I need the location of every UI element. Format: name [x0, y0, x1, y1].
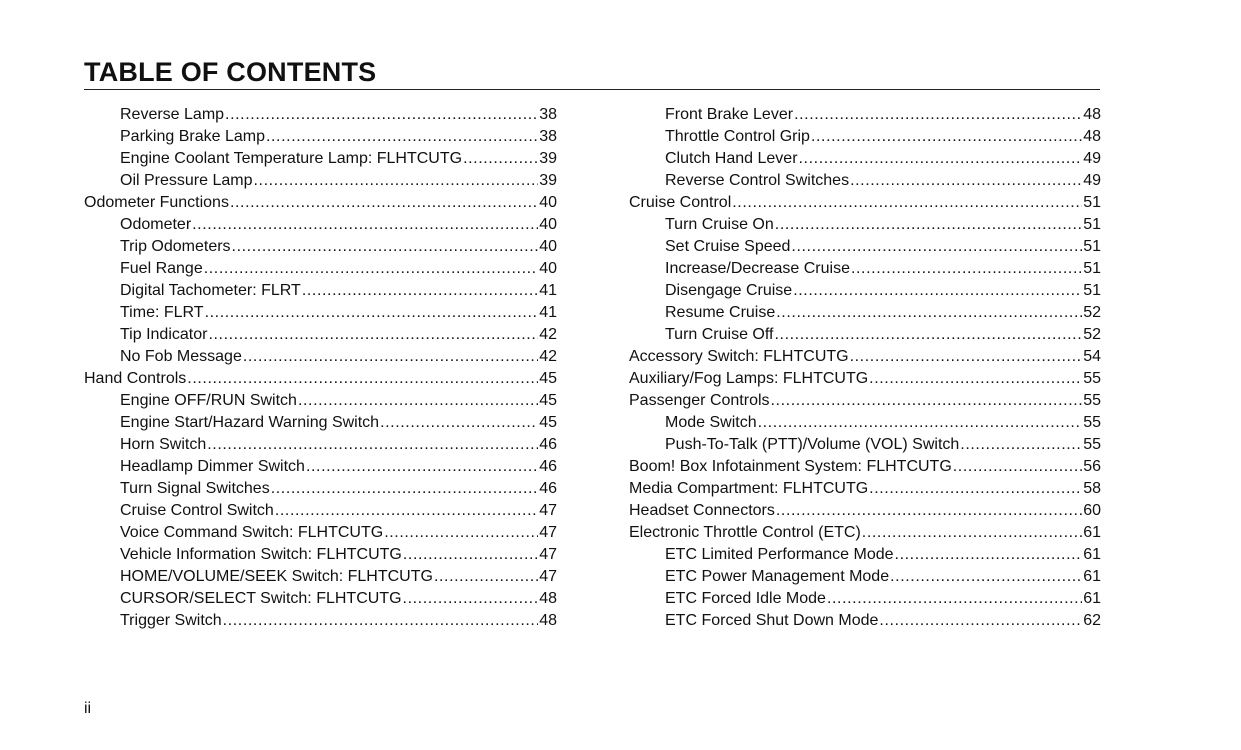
toc-entry[interactable]: [84, 258, 557, 280]
toc-entry[interactable]: [629, 500, 1101, 522]
toc-entry-page: 48: [539, 612, 557, 629]
toc-entry-label: Throttle Control Grip: [665, 128, 810, 145]
toc-entry-page: 51: [1083, 194, 1101, 211]
toc-entry-label: Headset Connectors: [629, 502, 775, 519]
toc-entry-page: 46: [539, 436, 557, 453]
toc-entry-page: 39: [539, 150, 557, 167]
toc-entry[interactable]: [629, 280, 1101, 302]
toc-entry-label: Disengage Cruise: [665, 282, 793, 299]
toc-entry-label: Tip Indicator: [120, 326, 208, 343]
dot-leader: [275, 500, 538, 522]
dot-leader: [953, 456, 1082, 478]
toc-entry[interactable]: [84, 302, 557, 324]
toc-entry-label: Turn Cruise Off: [665, 326, 774, 343]
toc-entry-page: 42: [539, 348, 557, 365]
toc-entry-label: Horn Switch: [120, 436, 207, 453]
toc-entry-page: 46: [539, 458, 557, 475]
toc-entry-label: Odometer Functions: [84, 194, 229, 211]
dot-leader: [434, 566, 538, 588]
dot-leader: [895, 544, 1083, 566]
dot-leader: [403, 588, 539, 610]
page-title: TABLE OF CONTENTS: [84, 57, 377, 87]
toc-entry[interactable]: [629, 148, 1101, 170]
toc-entry-label: Fuel Range: [120, 260, 203, 277]
toc-entry-page: 45: [539, 370, 557, 387]
toc-entry[interactable]: [84, 566, 557, 588]
dot-leader: [827, 588, 1082, 610]
toc-entry-label: Time: FLRT: [120, 304, 204, 321]
dot-leader: [869, 368, 1082, 390]
toc-entry-page: 38: [539, 128, 557, 145]
dot-leader: [463, 148, 538, 170]
toc-entry[interactable]: [84, 214, 557, 236]
toc-entry-label: Push-To-Talk (PTT)/Volume (VOL) Switch: [665, 436, 960, 453]
dot-leader: [380, 412, 538, 434]
dot-leader: [187, 368, 538, 390]
toc-entry-label: Vehicle Information Switch: FLHTCUTG: [120, 546, 402, 563]
toc-entry[interactable]: [84, 346, 557, 368]
toc-entry-label: Electronic Throttle Control (ETC): [629, 524, 861, 541]
toc-entry-label: Reverse Control Switches: [665, 172, 850, 189]
dot-leader: [207, 434, 538, 456]
toc-entry-page: 40: [539, 194, 557, 211]
dot-leader: [850, 170, 1082, 192]
toc-left-column: [84, 104, 557, 632]
toc-entry-page: 55: [1083, 414, 1101, 431]
toc-entry-label: Engine OFF/RUN Switch: [120, 392, 297, 409]
page-number: ii: [84, 700, 92, 717]
toc-entry-page: 61: [1083, 546, 1101, 563]
toc-entry[interactable]: [629, 456, 1101, 478]
toc-entry-page: 48: [1083, 128, 1101, 145]
toc-entry[interactable]: [84, 478, 557, 500]
toc-entry-page: 52: [1083, 326, 1101, 343]
toc-entry-label: Media Compartment: FLHTCUTG: [629, 480, 869, 497]
toc-entry[interactable]: [629, 324, 1101, 346]
dot-leader: [758, 412, 1083, 434]
toc-entry[interactable]: [629, 214, 1101, 236]
toc-entry[interactable]: [629, 126, 1101, 148]
toc-entry-label: Odometer: [120, 216, 192, 233]
toc-entry-label: Voice Command Switch: FLHTCUTG: [120, 524, 384, 541]
toc-entry-label: Clutch Hand Lever: [665, 150, 798, 167]
toc-entry-page: 56: [1083, 458, 1101, 475]
toc-entry-page: 41: [539, 304, 557, 321]
toc-entry-label: Front Brake Lever: [665, 106, 794, 123]
toc-entry-page: 51: [1083, 260, 1101, 277]
dot-leader: [403, 544, 538, 566]
toc-entry[interactable]: [629, 566, 1101, 588]
toc-entry[interactable]: [629, 588, 1101, 610]
dot-leader: [851, 258, 1082, 280]
toc-entry-page: 47: [539, 568, 557, 585]
toc-entry-label: No Fob Message: [120, 348, 242, 365]
dot-leader: [243, 346, 538, 368]
dot-leader: [192, 214, 538, 236]
title-divider: [84, 89, 1100, 90]
dot-leader: [811, 126, 1082, 148]
dot-leader: [776, 500, 1082, 522]
dot-leader: [774, 324, 1082, 346]
toc-entry-page: 47: [539, 546, 557, 563]
dot-leader: [271, 478, 539, 500]
toc-entry[interactable]: [629, 544, 1101, 566]
dot-leader: [791, 236, 1082, 258]
dot-leader: [850, 346, 1083, 368]
toc-entry-page: 51: [1083, 238, 1101, 255]
toc-entry-label: Trip Odometers: [120, 238, 231, 255]
toc-entry[interactable]: [629, 302, 1101, 324]
toc-entry[interactable]: [84, 588, 557, 610]
dot-leader: [230, 192, 538, 214]
dot-leader: [732, 192, 1082, 214]
toc-entry-label: Trigger Switch: [120, 612, 222, 629]
toc-entry-page: 45: [539, 414, 557, 431]
toc-entry[interactable]: [84, 500, 557, 522]
dot-leader: [960, 434, 1082, 456]
toc-entry-page: 47: [539, 524, 557, 541]
toc-entry-page: 61: [1083, 590, 1101, 607]
toc-entry-label: Reverse Lamp: [120, 106, 225, 123]
toc-entry-label: Accessory Switch: FLHTCUTG: [629, 348, 849, 365]
toc-entry-label: CURSOR/SELECT Switch: FLHTCUTG: [120, 590, 402, 607]
dot-leader: [254, 170, 539, 192]
dot-leader: [869, 478, 1082, 500]
toc-entry[interactable]: [84, 456, 557, 478]
toc-entry-page: 47: [539, 502, 557, 519]
toc-entry[interactable]: [629, 478, 1101, 500]
toc-entry-page: 51: [1083, 216, 1101, 233]
toc-entry[interactable]: [629, 522, 1101, 544]
dot-leader: [771, 390, 1083, 412]
toc-entry-page: 54: [1083, 348, 1101, 365]
toc-entry[interactable]: [629, 390, 1101, 412]
toc-entry-label: ETC Power Management Mode: [665, 568, 890, 585]
toc-entry[interactable]: [629, 412, 1101, 434]
toc-entry-label: ETC Limited Performance Mode: [665, 546, 894, 563]
toc-entry-page: 45: [539, 392, 557, 409]
toc-entry[interactable]: [84, 280, 557, 302]
toc-entry-label: Oil Pressure Lamp: [120, 172, 253, 189]
toc-entry-label: Boom! Box Infotainment System: FLHTCUTG: [629, 458, 952, 475]
toc-entry-label: Headlamp Dimmer Switch: [120, 458, 305, 475]
toc-entry-label: Turn Cruise On: [665, 216, 774, 233]
toc-entry-label: Digital Tachometer: FLRT: [120, 282, 301, 299]
toc-entry[interactable]: [84, 390, 557, 412]
toc-entry-label: Set Cruise Speed: [665, 238, 791, 255]
toc-entry[interactable]: [84, 126, 557, 148]
toc-entry[interactable]: [84, 434, 557, 456]
dot-leader: [223, 610, 539, 632]
toc-entry-label: Resume Cruise: [665, 304, 776, 321]
toc-entry[interactable]: [84, 148, 557, 170]
toc-entry-page: 46: [539, 480, 557, 497]
toc-entry-page: 48: [1083, 106, 1101, 123]
toc-entry[interactable]: [629, 610, 1101, 632]
toc-entry-page: 58: [1083, 480, 1101, 497]
toc-entry-label: HOME/VOLUME/SEEK Switch: FLHTCUTG: [120, 568, 433, 585]
dot-leader: [306, 456, 538, 478]
toc-entry[interactable]: [84, 324, 557, 346]
dot-leader: [298, 390, 538, 412]
toc-entry-label: Hand Controls: [84, 370, 187, 387]
toc-entry-label: Mode Switch: [665, 414, 757, 431]
toc-entry[interactable]: [84, 544, 557, 566]
toc-entry-page: 40: [539, 238, 557, 255]
dot-leader: [862, 522, 1082, 544]
toc-entry[interactable]: [84, 236, 557, 258]
toc-entry-page: 55: [1083, 392, 1101, 409]
toc-entry[interactable]: [84, 192, 557, 214]
toc-entry[interactable]: [629, 434, 1101, 456]
dot-leader: [776, 302, 1082, 324]
toc-entry-label: Turn Signal Switches: [120, 480, 270, 497]
toc-entry-page: 39: [539, 172, 557, 189]
toc-entry-page: 38: [539, 106, 557, 123]
toc-entry-label: ETC Forced Shut Down Mode: [665, 612, 879, 629]
dot-leader: [793, 280, 1082, 302]
toc-entry[interactable]: [629, 104, 1101, 126]
toc-entry-page: 52: [1083, 304, 1101, 321]
toc-entry[interactable]: [629, 258, 1101, 280]
toc-entry-page: 49: [1083, 150, 1101, 167]
dot-leader: [302, 280, 538, 302]
toc-entry-page: 51: [1083, 282, 1101, 299]
toc-entry[interactable]: [84, 412, 557, 434]
toc-entry-page: 61: [1083, 524, 1101, 541]
toc-entry-label: Cruise Control: [629, 194, 732, 211]
dot-leader: [775, 214, 1082, 236]
toc-entry-label: Engine Coolant Temperature Lamp: FLHTCUTG: [120, 150, 463, 167]
toc-entry[interactable]: [84, 170, 557, 192]
toc-entry[interactable]: [84, 368, 557, 390]
toc-entry-page: 49: [1083, 172, 1101, 189]
toc-entry-label: Parking Brake Lamp: [120, 128, 265, 145]
toc-entry-page: 62: [1083, 612, 1101, 629]
toc-entry[interactable]: [84, 522, 557, 544]
toc-entry[interactable]: [629, 236, 1101, 258]
toc-entry-page: 61: [1083, 568, 1101, 585]
toc-entry[interactable]: [629, 192, 1101, 214]
toc-entry-label: Engine Start/Hazard Warning Switch: [120, 414, 380, 431]
dot-leader: [208, 324, 538, 346]
toc-entry[interactable]: [629, 346, 1101, 368]
toc-entry-page: 55: [1083, 436, 1101, 453]
toc-entry-page: 48: [539, 590, 557, 607]
toc-entry-label: Increase/Decrease Cruise: [665, 260, 850, 277]
dot-leader: [799, 148, 1083, 170]
toc-entry-label: Cruise Control Switch: [120, 502, 274, 519]
dot-leader: [204, 258, 538, 280]
toc-entry[interactable]: [629, 368, 1101, 390]
toc-entry-label: Passenger Controls: [629, 392, 770, 409]
toc-entry-page: 40: [539, 216, 557, 233]
toc-entry-page: 60: [1083, 502, 1101, 519]
toc-entry-page: 42: [539, 326, 557, 343]
toc-entry[interactable]: [84, 104, 557, 126]
toc-entry-page: 40: [539, 260, 557, 277]
toc-entry[interactable]: [84, 610, 557, 632]
toc-entry-label: Auxiliary/Fog Lamps: FLHTCUTG: [629, 370, 869, 387]
toc-right-column: [629, 104, 1101, 632]
toc-entry-label: ETC Forced Idle Mode: [665, 590, 826, 607]
dot-leader: [205, 302, 539, 324]
dot-leader: [384, 522, 538, 544]
toc-entry[interactable]: [629, 170, 1101, 192]
toc-entry-page: 41: [539, 282, 557, 299]
dot-leader: [794, 104, 1082, 126]
dot-leader: [266, 126, 538, 148]
dot-leader: [225, 104, 538, 126]
dot-leader: [232, 236, 539, 258]
toc-entry-page: 55: [1083, 370, 1101, 387]
dot-leader: [879, 610, 1082, 632]
dot-leader: [890, 566, 1082, 588]
